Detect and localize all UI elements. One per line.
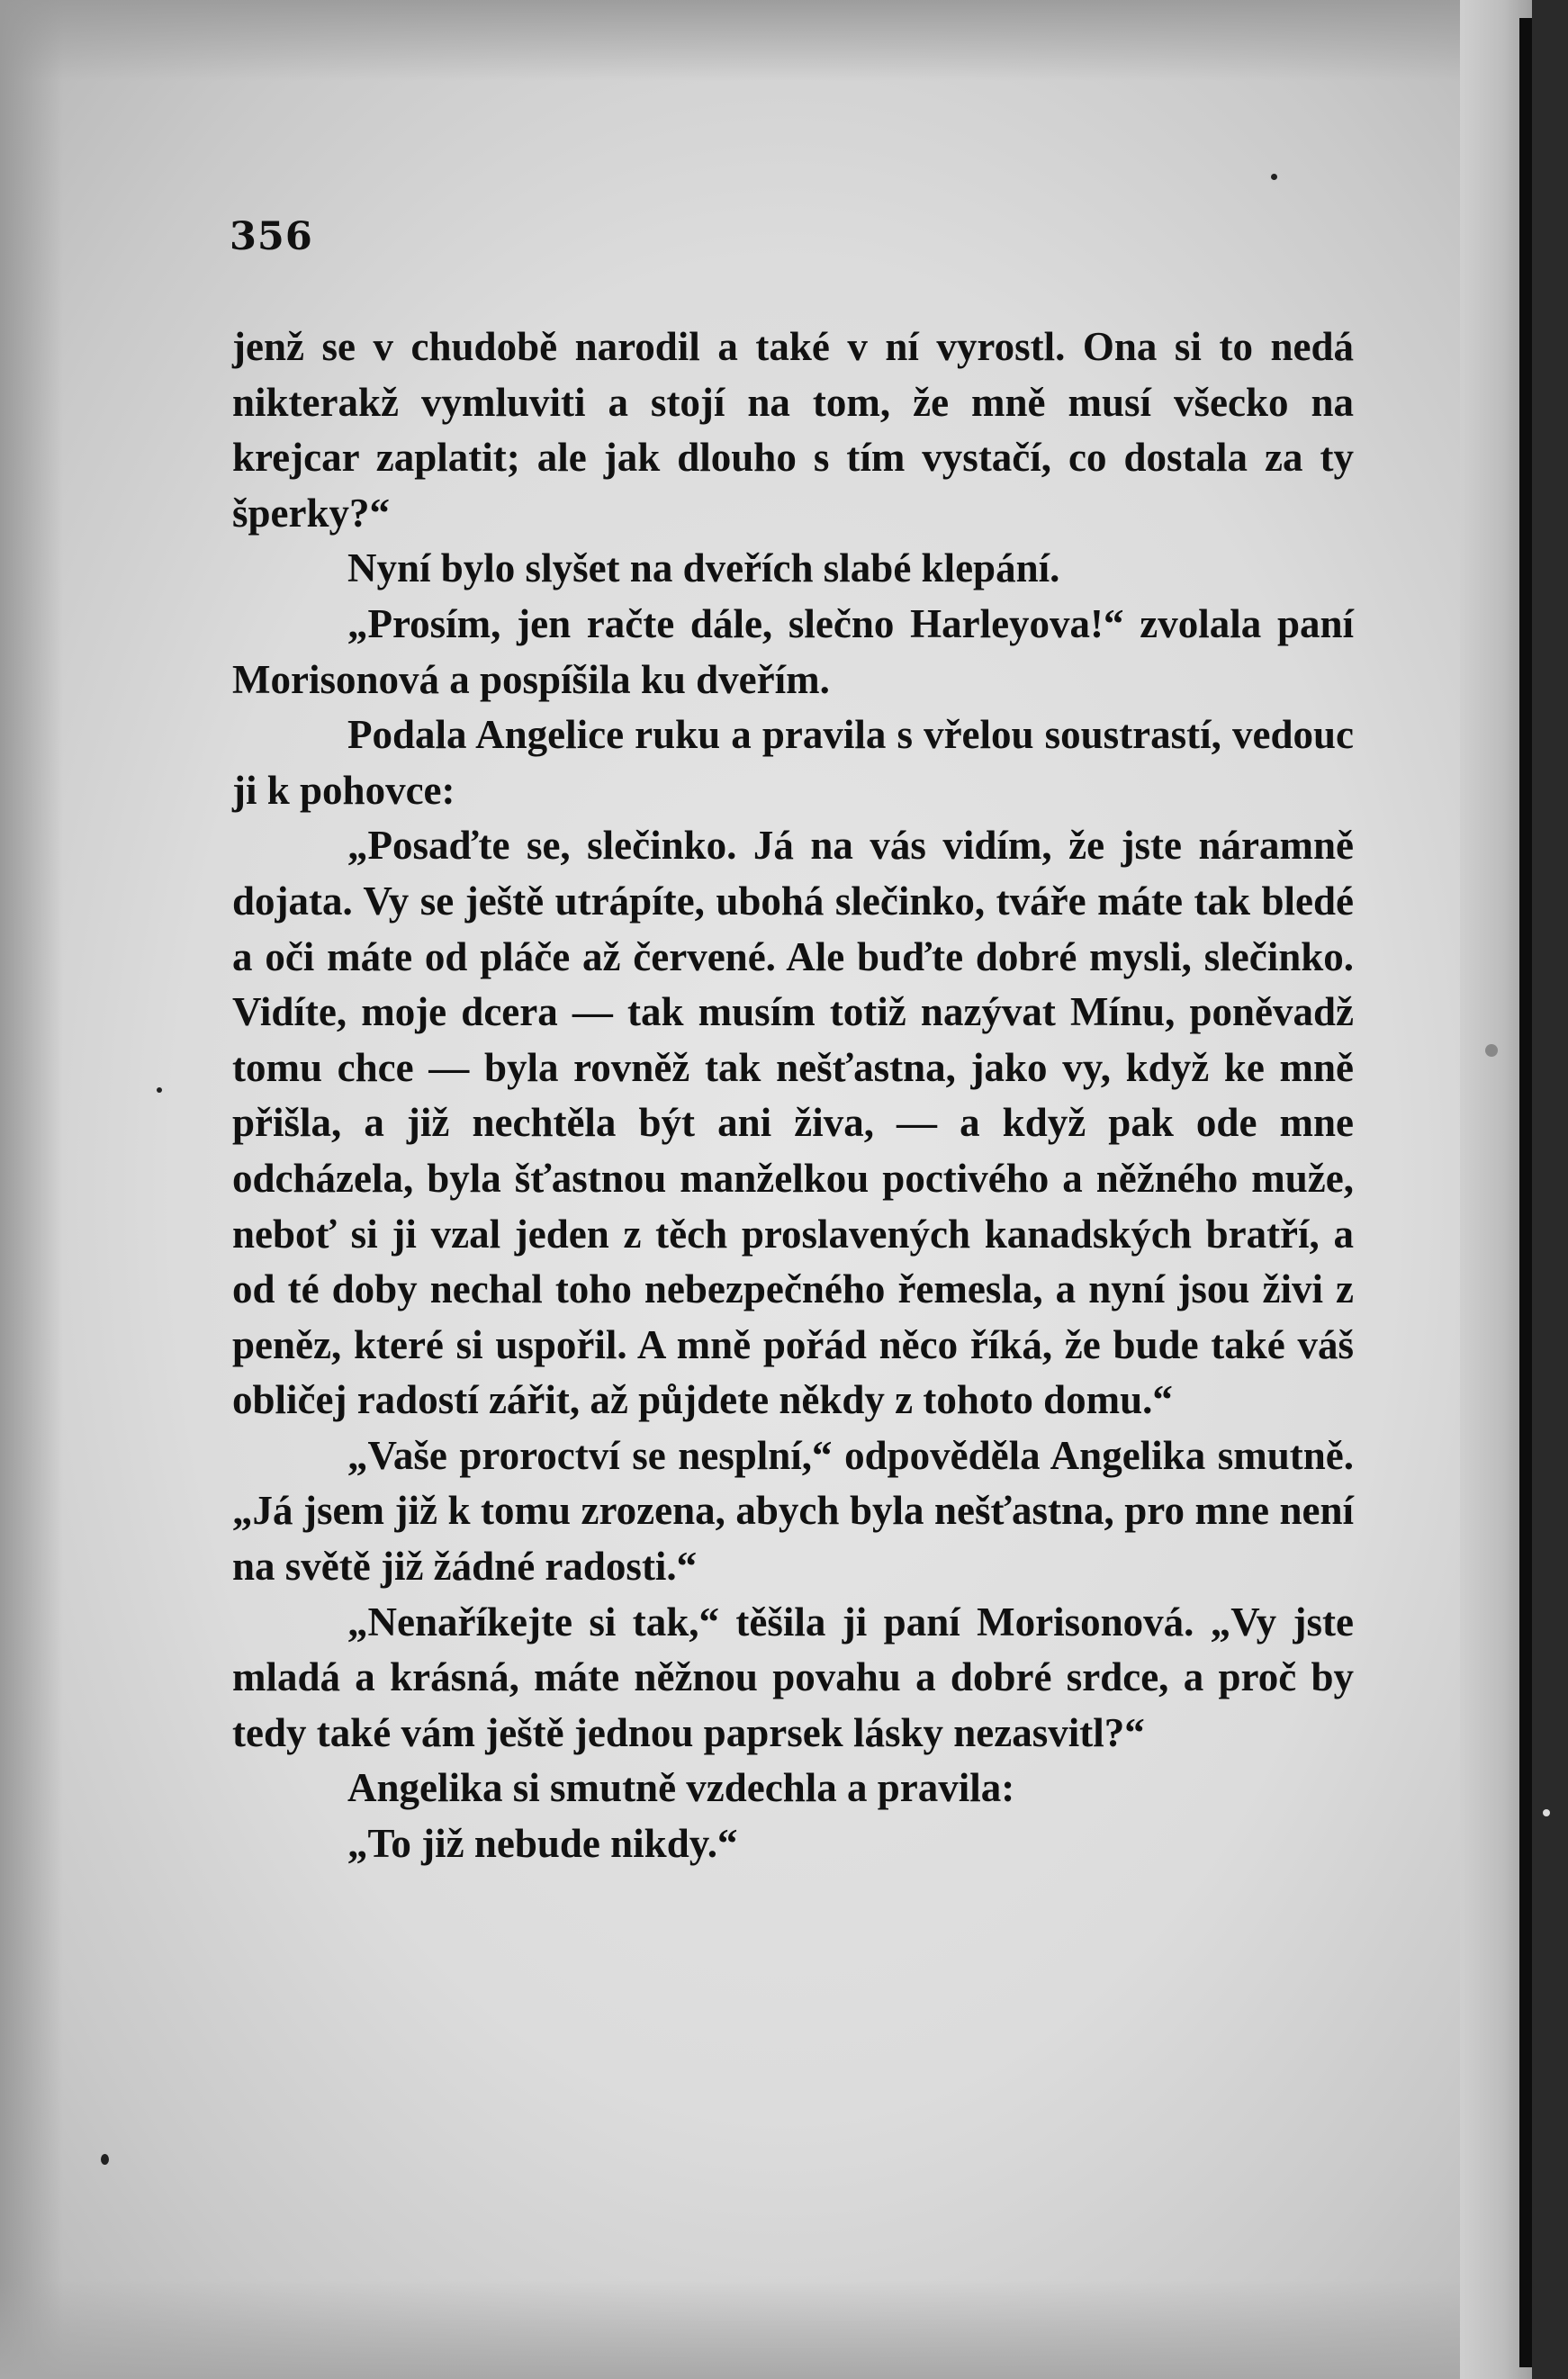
page-edge-shadow-bottom bbox=[0, 2280, 1568, 2379]
page-edge-shadow-top bbox=[0, 0, 1568, 81]
paragraph: jenž se v chudobě narodil a také v ní vyrostl. Ona si to nedá nikterakž vymluviti a stojí na tom, že mně musí všecko na krejcar zaplatit; ale jak dlouho s tím vystačí, co dostala za ty šperky?“ bbox=[232, 324, 1354, 536]
paragraph: „Vaše proroctví se nesplní,“ odpověděla Angelika smutně. „Já jsem již k tomu zrozena, abych byla nešťastna, pro mne není na světě již žádné radosti.“ bbox=[232, 1432, 1354, 1590]
paragraph: „Prosím, jen račte dále, slečno Harleyova!“ zvolala paní Morisonová a pospíšila ku dveřím. bbox=[232, 600, 1354, 702]
ink-speck bbox=[1543, 1809, 1550, 1816]
page-number: 356 bbox=[230, 214, 313, 259]
paragraph: „To již nebude nikdy.“ bbox=[347, 1821, 738, 1867]
page-edge-shadow-left bbox=[0, 0, 63, 2379]
ink-speck bbox=[157, 1087, 162, 1093]
ink-speck bbox=[1485, 1044, 1498, 1057]
body-text bbox=[232, 320, 1354, 1872]
book-spine-line bbox=[1519, 18, 1532, 2367]
spine-shadow bbox=[1532, 0, 1568, 2379]
paragraph: „Posaďte se, slečinko. Já na vás vidím, že jste náramně dojata. Vy se ještě utrápíte, ubohá slečinko, tváře máte tak bledé a oči máte od pláče až červené. Ale buďte dobré mysli, slečinko. Vidíte, moje dcera — tak musím totiž nazývat Mínu, poněvadž tomu chce — byla rovněž tak nešťastna, jako vy, když ke mně přišla, a již nechtěla být ani živa, — a když pak ode mne odcházela, byla šťastnou manželkou poctivého a něžného muže, neboť si ji vzal jeden z těch proslavených kanadských bratří, a od té doby nechal toho nebezpečného řemesla, a nyní jsou živi z peněz, které si uspořil. A mně pořád něco říká, že bude také váš obličej radostí zářit, až půjdete někdy z tohoto domu.“ bbox=[232, 823, 1354, 1423]
paragraph: Nyní bylo slyšet na dveřích slabé klepání. bbox=[347, 545, 1060, 591]
paragraph: Podala Angelice ruku a pravila s vřelou soustrastí, vedouc ji k pohovce: bbox=[232, 712, 1354, 813]
paragraph: Angelika si smutně vzdechla a pravila: bbox=[347, 1765, 1015, 1811]
paragraph: „Nenaříkejte si tak,“ těšila ji paní Morisonová. „Vy jste mladá a krásná, máte něžnou povahu a dobré srdce, a proč by tedy také vám ještě jednou paprsek lásky nezasvitl?“ bbox=[232, 1599, 1354, 1755]
ink-speck bbox=[101, 2154, 109, 2165]
ink-speck bbox=[1271, 174, 1277, 180]
